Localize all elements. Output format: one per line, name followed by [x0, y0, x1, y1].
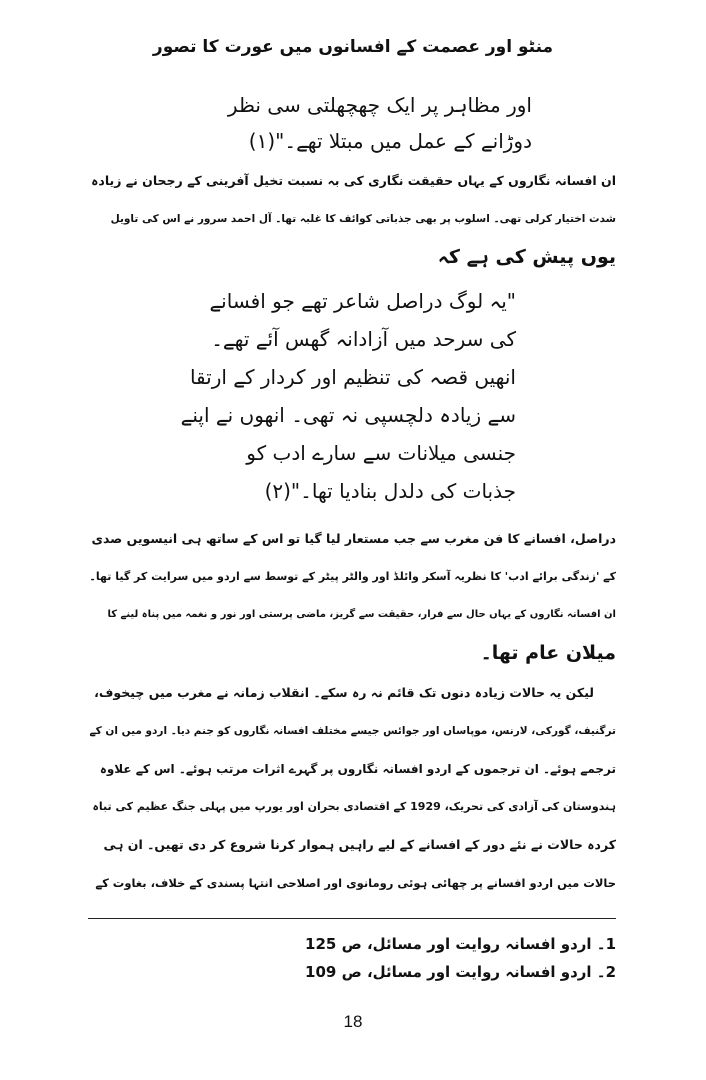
paragraph-line: ہندوستان کی آزادی کی تحریک، 1929 کے اقتصادی بحران اور یورپ میں پہلی جنگ عظیم کی تباہ [92, 800, 616, 813]
paragraph-line: شدت اختیار کرلی تھی۔ اسلوب پر بھی جذباتی کوائف کا غلبہ تھا۔ آل احمد سرور نے اس کی تاویل [110, 213, 616, 225]
paragraph-line: کے 'زندگی برائے ادب' کا نظریہ آسکر وائلڈ اور والٹر پیٹر کے توسط سے اردو میں سرایت کر گیا تھا۔ [89, 570, 616, 583]
paragraph-line: ان افسانہ نگاروں کے یہاں حقیقت نگاری کی بہ نسبت تخیل آفرینی کے رجحان نے زیادہ [91, 173, 616, 188]
quote-line: "یہ لوگ دراصل شاعر تھے جو افسانے [209, 289, 516, 313]
quote-line: جنسی میلانات سے سارے ادب کو [246, 441, 516, 465]
quote-line: دوڑانے کے عمل میں مبتلا تھے۔"(۱) [248, 129, 532, 153]
paragraph-line: ترجمے ہوئے۔ ان ترجموں کے اردو افسانہ نگاروں پر گہرے اثرات مرتب ہوئے۔ اس کے علاوہ [99, 762, 616, 776]
running-header: منٹو اور عصمت کے افسانوں میں عورت کا تصور [152, 37, 554, 57]
footnote-divider [88, 918, 616, 919]
quote-line: جذبات کی دلدل بنادیا تھا۔"(۲) [264, 479, 516, 503]
paragraph-line: لیکن یہ حالات زیادہ دنوں تک قائم نہ رہ سکے۔ انقلاب زمانہ نے مغرب میں چیخوف، [94, 685, 594, 700]
quote-line: اور مظاہر پر ایک چھچھلتی سی نظر [227, 93, 532, 117]
paragraph-line: ان افسانہ نگاروں کے یہاں حال سے فرار، حقیقت سے گریز، ماضی پرستی اور نور و نغمہ میں پناہ لینے کا [107, 609, 616, 620]
paragraph-line: ترگنیف، گورکی، لارنس، موپاساں اور جوائس جیسے مختلف افسانہ نگاروں کو جنم دیا۔ اردو میں ان کے [89, 725, 616, 737]
paragraph-line: کردہ حالات نے نئے دور کے افسانے کے لیے راہیں ہموار کرنا شروع کر دی تھیں۔ ان ہی [103, 837, 616, 852]
paragraph-line: دراصل، افسانے کا فن مغرب سے جب مستعار لیا گیا تو اس کے ساتھ ہی انیسویں صدی [91, 531, 616, 546]
quote-line: کی سرحد میں آزادانہ گھس آئے تھے۔ [211, 327, 516, 351]
paragraph-line: حالات میں اردو افسانے پر چھائی ہوئی رومانوی اور اصلاحی انتہا پسندی کے خلاف، بغاوت کے [95, 876, 616, 890]
paragraph-line: میلان عام تھا۔ [480, 642, 616, 664]
footnote: 1۔ اردو افسانہ روایت اور مسائل، ص 125 [305, 935, 616, 953]
paragraph-line: یوں پیش کی ہے کہ [437, 246, 616, 268]
quote-line: سے زیادہ دلچسپی نہ تھی۔ انھوں نے اپنے [180, 403, 516, 427]
footnote: 2۔ اردو افسانہ روایت اور مسائل، ص 109 [305, 963, 616, 981]
quote-line: انھیں قصہ کی تنظیم اور کردار کے ارتقا [189, 365, 516, 389]
page-number: 18 [343, 1012, 363, 1031]
